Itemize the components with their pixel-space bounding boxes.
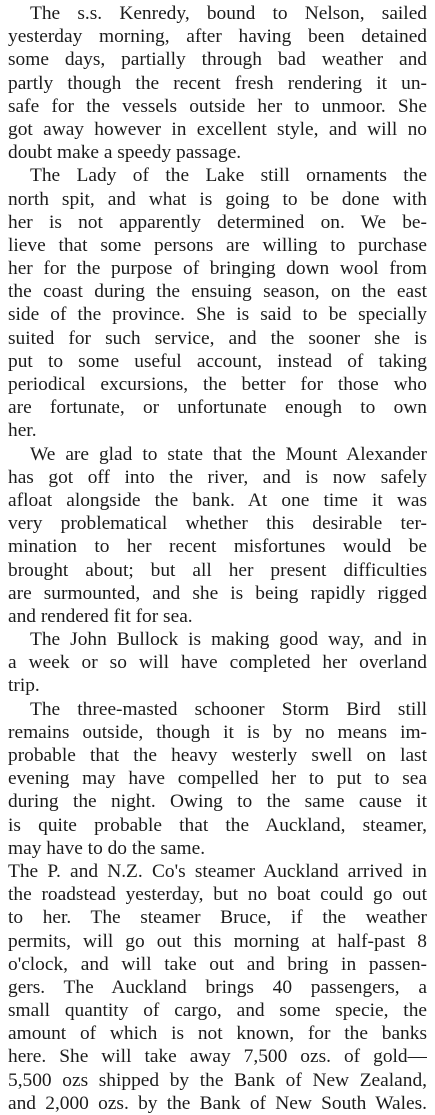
text-line: the roadstead yesterday, but no boat could go out <box>8 884 427 906</box>
text-line: The Lady of the Lake still ornaments the <box>30 165 427 187</box>
text-line: north spit, and what is going to be done with <box>8 188 427 210</box>
text-line: a week or so will have completed her overland <box>8 652 427 674</box>
text-line: doubt make a speedy passage. <box>8 142 242 164</box>
text-line: afloat alongside the bank. At one time it was <box>8 489 427 511</box>
text-line: We are glad to state that the Mount Alexander <box>30 443 427 465</box>
text-line: side of the province. She is said to be specially <box>8 304 427 326</box>
text-line: small quantity of cargo, and some specie, the <box>8 1000 427 1022</box>
text-line: some days, partially through bad weather and <box>8 49 427 71</box>
text-line: brought about; but all her present difficulties <box>8 559 427 581</box>
text-line: may have to do the same. <box>8 837 206 859</box>
text-line: has got off into the river, and is now safely <box>8 466 427 488</box>
text-line: amount of which is not known, for the banks <box>8 1023 427 1045</box>
text-line: suited for such service, and the sooner she is <box>8 327 427 349</box>
text-line: very problematical whether this desirable ter- <box>8 513 427 535</box>
text-line: The John Bullock is making good way, and in <box>30 629 427 651</box>
text-line: partly though the recent fresh rendering it un- <box>8 72 427 94</box>
text-line: are fortunate, or unfortunate enough to own <box>8 397 427 419</box>
text-line: her is not apparently determined on. We be- <box>8 211 427 233</box>
paragraph-storm-bird <box>8 698 427 860</box>
text-line: o'clock, and will take out and bring in passen- <box>8 953 427 975</box>
paragraph-john-bullock <box>8 628 427 698</box>
text-line: lieve that some persons are willing to purchase <box>8 234 427 256</box>
text-line: and rendered fit for sea. <box>8 605 193 627</box>
text-line: here. She will take away 7,500 ozs. of gold— <box>8 1046 427 1068</box>
text-line: yesterday morning, after having been detained <box>8 26 427 48</box>
text-line: gers. The Auckland brings 40 passengers, a <box>8 976 427 998</box>
text-line: to her. The steamer Bruce, if the weather <box>8 907 427 929</box>
text-line: mination to her recent misfortunes would be <box>8 536 427 558</box>
text-line: during the night. Owing to the same cause it <box>8 791 427 813</box>
text-line: evening may have compelled her to put to sea <box>8 768 427 790</box>
text-line: The P. and N.Z. Co's steamer Auckland arrived in <box>8 860 427 882</box>
paragraph-mount-alexander <box>8 443 427 629</box>
text-line: permits, will go out this morning at half-past 8 <box>8 930 427 952</box>
paragraph-auckland-steamer <box>8 860 427 1115</box>
text-line: The three-masted schooner Storm Bird still <box>30 698 427 720</box>
text-line: her for the purpose of bringing down wool from <box>8 258 427 280</box>
text-line: safe for the vessels outside her to unmoor. She <box>8 95 427 117</box>
text-line: trip. <box>8 675 40 697</box>
text-line: the coast during the ensuing season, on the east <box>8 281 427 303</box>
paragraph-lady-of-the-lake <box>8 164 427 442</box>
text-line: put to some useful account, instead of taking <box>8 350 427 372</box>
text-line: periodical excursions, the better for those who <box>8 374 427 395</box>
text-line: her. <box>8 420 37 442</box>
text-line: remains outside, though it is by no means im- <box>8 721 427 743</box>
text-line: 5,500 ozs shipped by the Bank of New Zealand, <box>8 1069 427 1091</box>
paragraph-kenredy <box>8 2 427 164</box>
text-line: The s.s. Kenredy, bound to Nelson, sailed <box>30 3 427 24</box>
text-line: is quite probable that the Auckland, steamer, <box>8 814 427 836</box>
text-line: and 2,000 ozs. by the Bank of New South Wales. <box>8 1092 427 1114</box>
text-line: probable that the heavy westerly swell on last <box>8 745 427 766</box>
text-line: are surmounted, and she is being rapidly rigged <box>8 582 427 604</box>
text-line: got away however in excellent style, and will no <box>8 118 427 140</box>
